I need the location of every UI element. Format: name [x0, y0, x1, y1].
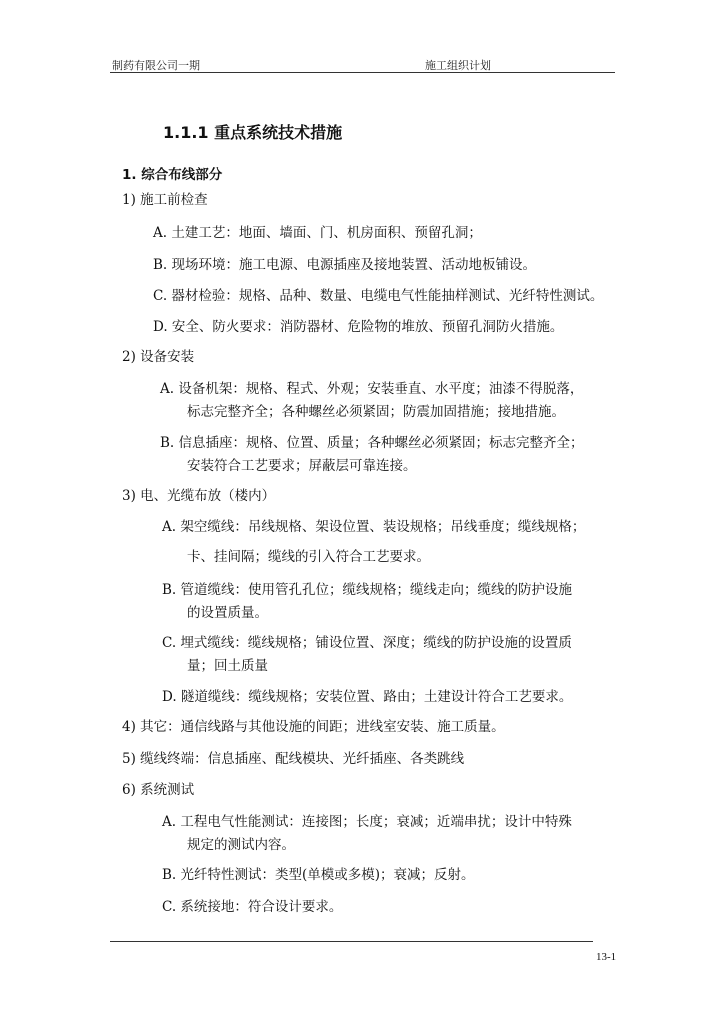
- list-item: 卡、挂间隔；缆线的引入符合工艺要求。: [187, 549, 430, 565]
- list-item: A. 土建工艺：地面、墙面、门、机房面积、预留孔洞；: [153, 225, 482, 241]
- list-item: 1) 施工前检查: [122, 192, 208, 208]
- list-item: 的设置质量。: [187, 605, 268, 621]
- header-doc-title: 施工组织计划: [425, 59, 491, 72]
- list-item: 安装符合工艺要求；屏蔽层可靠连接。: [187, 458, 417, 474]
- list-item: 6) 系统测试: [122, 782, 195, 798]
- footer-divider: [110, 941, 593, 942]
- list-item: B. 管道缆线：使用管孔孔位；缆线规格；缆线走向；缆线的防护设施: [162, 582, 573, 598]
- list-item: B. 信息插座：规格、位置、质量；各种螺丝必须紧固；标志完整齐全；: [160, 435, 584, 451]
- list-item: D. 隧道缆线：缆线规格；安装位置、路由；土建设计符合工艺要求。: [162, 689, 573, 705]
- section-title: 1.1.1 重点系统技术措施: [163, 123, 343, 142]
- list-item: 3) 电、光缆布放（楼内）: [122, 488, 276, 504]
- list-item: B. 现场环境：施工电源、电源插座及接地装置、活动地板铺设。: [153, 257, 537, 273]
- list-item: B. 光纤特性测试：类型(单模或多模)；衰减；反射。: [162, 867, 475, 883]
- header-company: 制药有限公司一期: [112, 59, 200, 72]
- list-item: A. 架空缆线：吊线规格、架设位置、装设规格；吊线垂度；缆线规格；: [162, 519, 586, 535]
- heading-cabling: 1. 综合布线部分: [122, 167, 223, 183]
- list-item: 标志完整齐全；各种螺丝必须紧固；防震加固措施；接地措施。: [187, 404, 565, 420]
- list-item: 5) 缆线终端：信息插座、配线模块、光纤插座、各类跳线: [122, 751, 465, 767]
- list-item: C. 器材检验：规格、品种、数量、电缆电气性能抽样测试、光纤特性测试。: [153, 288, 604, 304]
- list-item: A. 设备机架：规格、程式、外观；安装垂直、水平度；油漆不得脱落，: [160, 381, 584, 397]
- list-item: A. 工程电气性能测试：连接图；长度；衰减；近端串扰；设计中特殊: [162, 814, 572, 830]
- list-item: 2) 设备安装: [122, 349, 195, 365]
- page-number: 13-1: [596, 951, 617, 963]
- list-item: 4) 其它：通信线路与其他设施的间距；进线室安装、施工质量。: [122, 719, 505, 735]
- list-item: 量；回土质量: [187, 658, 268, 674]
- list-item: C. 埋式缆线：缆线规格；铺设位置、深度；缆线的防护设施的设置质: [162, 635, 572, 651]
- list-item: C. 系统接地：符合设计要求。: [162, 899, 343, 915]
- list-item: D. 安全、防火要求：消防器材、危险物的堆放、预留孔洞防火措施。: [153, 319, 564, 335]
- list-item: 规定的测试内容。: [187, 837, 295, 853]
- header-divider: [110, 72, 615, 73]
